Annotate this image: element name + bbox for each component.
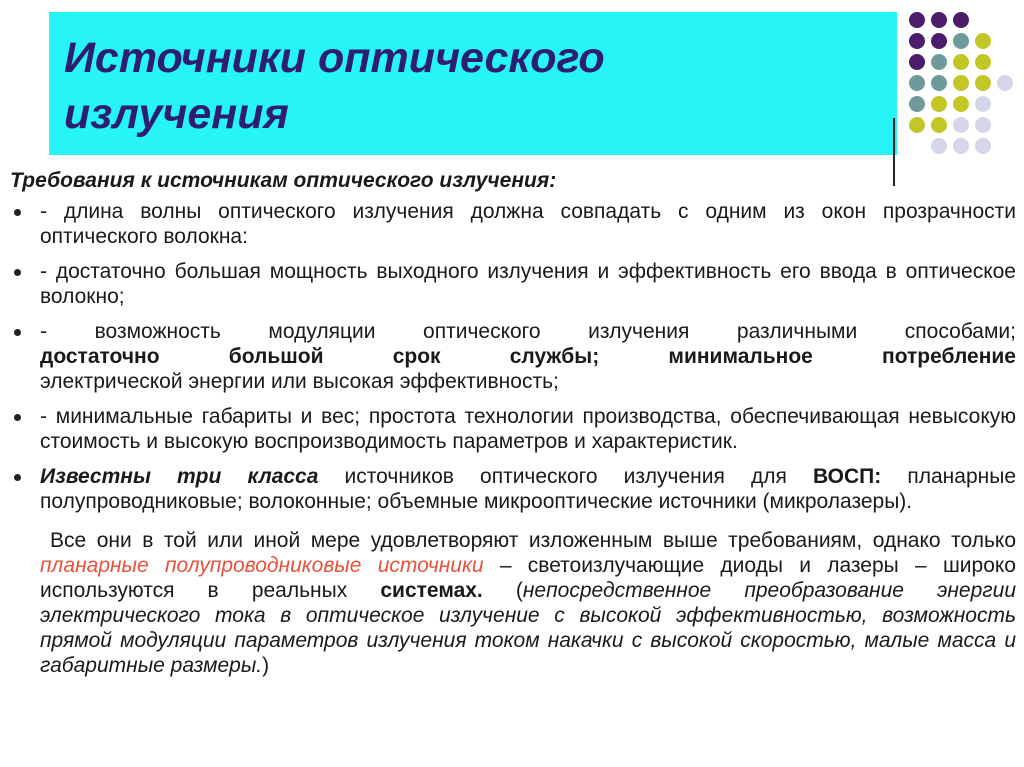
list-item-text: - длина волны оптического излучения должна совпадать с одним из окон прозрачности оптического волокна: bbox=[40, 200, 1016, 248]
conclusion-text-3: ( bbox=[482, 579, 523, 602]
list-item bbox=[10, 319, 1016, 394]
systems-bold-text: системах. bbox=[380, 579, 483, 602]
dot bbox=[953, 117, 969, 133]
dot bbox=[909, 75, 925, 91]
dot bbox=[931, 138, 947, 154]
list-item-bold-text: достаточно большой срок службы; минимальное потребление bbox=[40, 345, 1016, 368]
dot bbox=[909, 33, 925, 49]
dot bbox=[975, 54, 991, 70]
list-item-text: - достаточно большая мощность выходного излучения и эффективность его ввода в оптическое волокно; bbox=[40, 260, 1016, 308]
vosp-bold-text: ВОСП: bbox=[813, 465, 882, 488]
title-line-2: излучения bbox=[64, 90, 289, 138]
dot bbox=[931, 96, 947, 112]
list-item-text: источников оптического излучения для bbox=[318, 465, 813, 488]
classes-lead-text: Известны три класса bbox=[40, 465, 319, 488]
slide-title bbox=[64, 30, 605, 142]
dot bbox=[953, 138, 969, 154]
dot bbox=[975, 75, 991, 91]
bullet-icon bbox=[14, 474, 21, 481]
bullet-icon bbox=[14, 414, 21, 421]
conclusion-close: ) bbox=[262, 654, 270, 677]
dot bbox=[931, 54, 947, 70]
dot bbox=[975, 117, 991, 133]
list-item-text: - возможность модуляции оптического излучения различными способами; bbox=[40, 320, 1016, 343]
title-line-1: Источники оптического bbox=[64, 34, 605, 82]
bullet-icon bbox=[14, 269, 21, 276]
dot bbox=[931, 117, 947, 133]
dot bbox=[953, 96, 969, 112]
conclusion-paragraph bbox=[10, 528, 1016, 678]
dot bbox=[931, 33, 947, 49]
bullet-icon bbox=[14, 209, 21, 216]
list-item-text-2: планарные полупроводниковые; волоконные; объемные микрооптические источники (микролазеры). bbox=[40, 465, 1016, 513]
list-item-text-tail: электрической энергии или высокая эффективность; bbox=[40, 370, 559, 393]
dot bbox=[975, 96, 991, 112]
conclusion-italic-text: непосредственное преобразование энергии электрического тока в оптическое излучение с высокой эффективностью, возможность прямой модуляции параметров излучения током накачки с высокой скоростью, малые масса и габаритные размеры. bbox=[40, 579, 1016, 677]
bullet-icon bbox=[14, 329, 21, 336]
dot bbox=[909, 96, 925, 112]
list-item bbox=[10, 259, 1016, 309]
dot bbox=[975, 138, 991, 154]
dot bbox=[931, 12, 947, 28]
dot bbox=[909, 54, 925, 70]
dot bbox=[953, 54, 969, 70]
dot bbox=[909, 117, 925, 133]
dot bbox=[997, 75, 1013, 91]
dot bbox=[931, 75, 947, 91]
dot bbox=[975, 33, 991, 49]
list-item-text: - минимальные габариты и вес; простота технологии производства, обеспечивающая невысокую стоимость и высокую воспроизводимость параметров и характеристик. bbox=[40, 405, 1016, 453]
dot bbox=[953, 33, 969, 49]
requirements-list bbox=[10, 199, 1016, 514]
dot bbox=[953, 12, 969, 28]
dot bbox=[953, 75, 969, 91]
list-item bbox=[10, 404, 1016, 454]
dot bbox=[909, 12, 925, 28]
conclusion-text-1: Все они в той или иной мере удовлетворяют изложенным выше требованиям, однако только bbox=[50, 529, 1016, 552]
requirements-heading: Требования к источникам оптического излучения: bbox=[10, 169, 557, 192]
slide-body bbox=[10, 168, 1016, 678]
list-item bbox=[10, 199, 1016, 249]
list-item bbox=[10, 464, 1016, 514]
decorative-dot-grid bbox=[903, 10, 1023, 170]
conclusion-text-2: – светоизлучающие диоды и лазеры – широко используются в реальных bbox=[40, 554, 1016, 602]
highlight-text: планарные полупроводниковые источники bbox=[40, 554, 484, 577]
